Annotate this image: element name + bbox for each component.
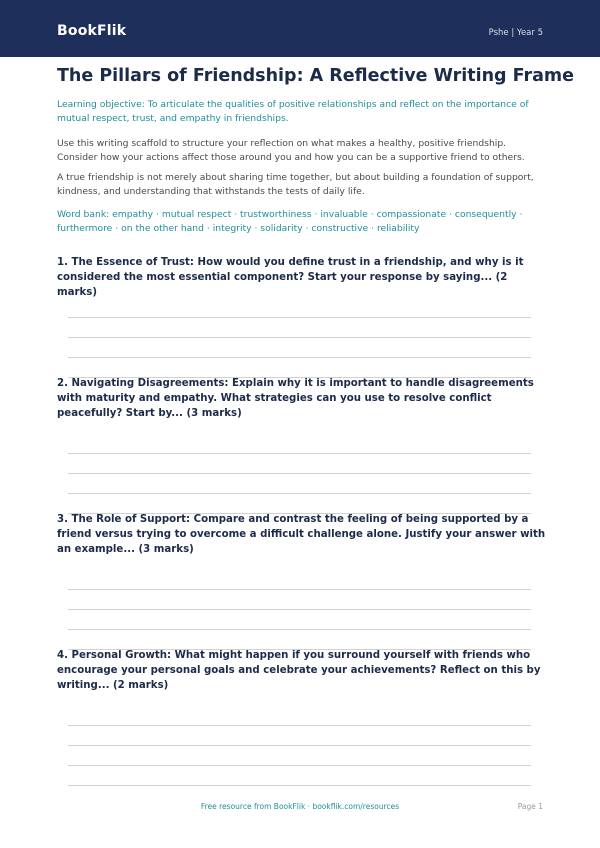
word-bank: Word bank: empathy · mutual respect · trustworthiness · invaluable · compassionate · consequently · furthermore · on the other hand · integrity · solidarity · constructive · reliability bbox=[57, 209, 523, 234]
page-title: The Pillars of Friendship: A Reflective Writing Frame bbox=[57, 66, 575, 86]
answer-line[interactable] bbox=[68, 493, 531, 494]
answer-line[interactable] bbox=[68, 317, 531, 318]
header-bar bbox=[0, 0, 600, 57]
answer-line[interactable] bbox=[68, 357, 531, 358]
question-3: 3. The Role of Support: Compare and contrast the feeling of being supported by a friend versus trying to overcome a difficult challenge alone. Justify your answer with an example... (3 marks) bbox=[57, 514, 546, 555]
intro-paragraph-1: Use this writing scaffold to structure your reflection on what makes a healthy, positive friendship. Consider how your actions affect those around you and how you can be a supportive friend to others. bbox=[57, 138, 525, 163]
answer-line[interactable] bbox=[68, 337, 531, 338]
page-number: Page 1 bbox=[517, 802, 543, 811]
answer-line[interactable] bbox=[68, 609, 531, 610]
answer-line[interactable] bbox=[68, 473, 531, 474]
answer-line[interactable] bbox=[68, 629, 531, 630]
answer-line[interactable] bbox=[68, 785, 531, 786]
answer-line[interactable] bbox=[68, 765, 531, 766]
footer-credit: Free resource from BookFlik · bookflik.com/resources bbox=[200, 802, 400, 811]
intro-paragraph-2: A true friendship is not merely about sharing time together, but about building a foundation of support, kindness, and understanding that withstands the tests of daily life. bbox=[57, 172, 534, 197]
answer-line[interactable] bbox=[68, 745, 531, 746]
question-1: 1. The Essence of Trust: How would you define trust in a friendship, and why is it considered the most essential component? Start your response by saying... (2 marks) bbox=[57, 257, 524, 298]
question-4: 4. Personal Growth: What might happen if you surround yourself with friends who encourage your personal goals and celebrate your achievements? Reflect on this by writing... (2 marks) bbox=[57, 650, 541, 691]
answer-line[interactable] bbox=[68, 589, 531, 590]
question-2: 2. Navigating Disagreements: Explain why it is important to handle disagreements with maturity and empathy. What strategies can you use to resolve conflict peacefully? Start by... (3 marks) bbox=[57, 378, 534, 419]
learning-objective: Learning objective: To articulate the qualities of positive relationships and reflect on the importance of mutual respect, trust, and empathy in friendships. bbox=[57, 99, 529, 124]
brand-logo: BookFlik bbox=[57, 23, 127, 39]
subject-year-label: Pshe | Year 5 bbox=[488, 28, 543, 38]
answer-line[interactable] bbox=[68, 725, 531, 726]
answer-line[interactable] bbox=[68, 453, 531, 454]
